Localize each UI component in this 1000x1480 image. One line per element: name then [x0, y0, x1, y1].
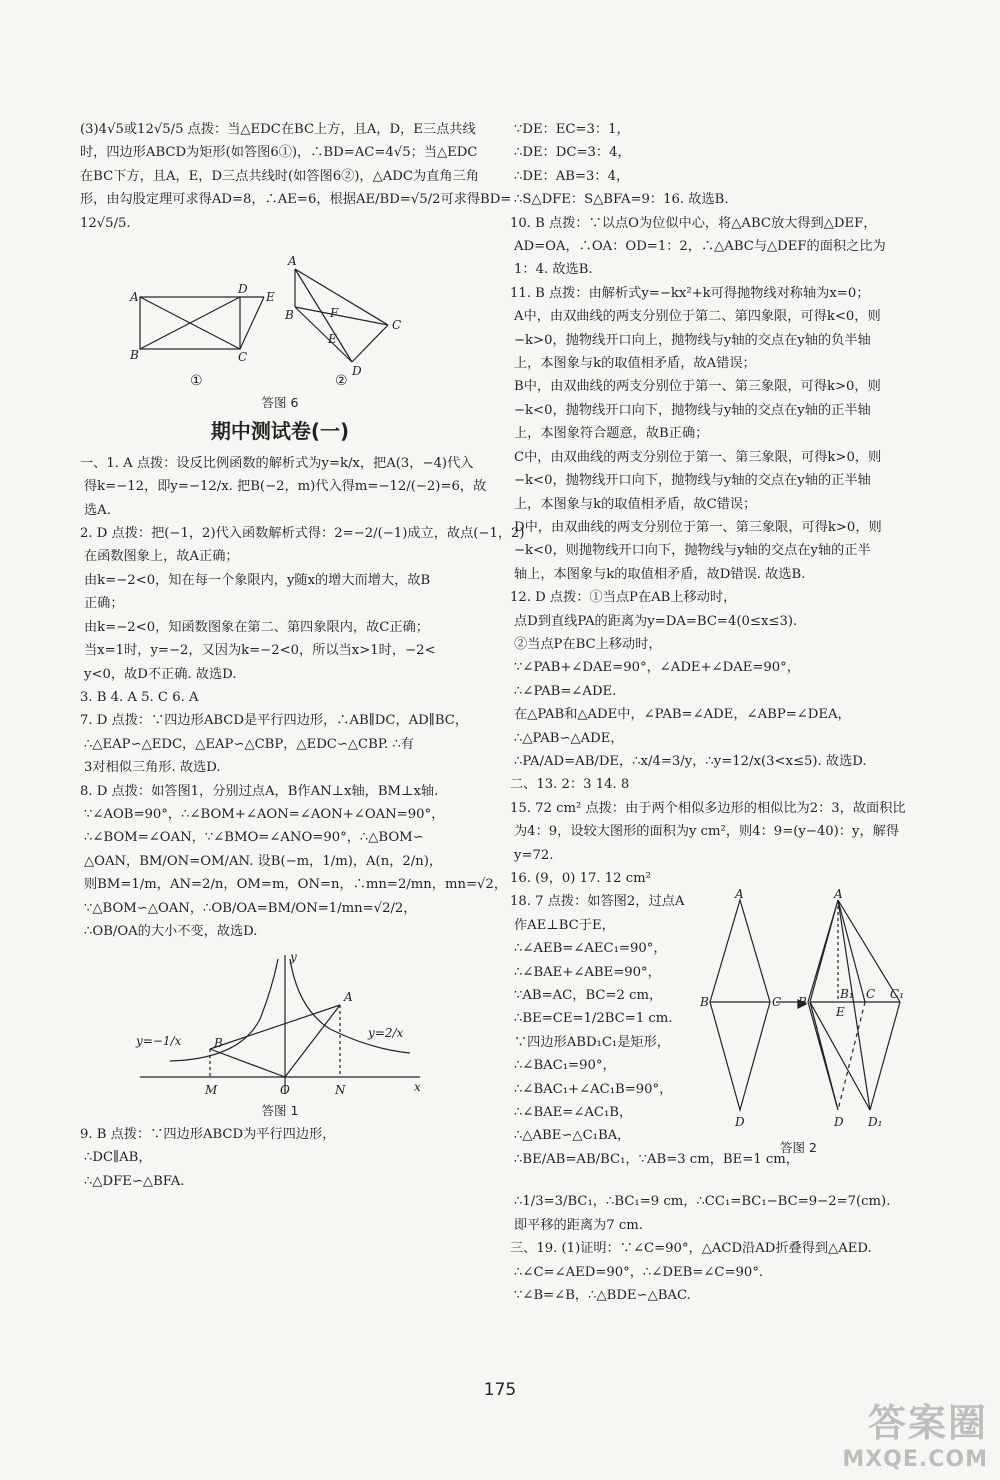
- text-line: 12√5/5.: [80, 215, 131, 231]
- text-line: 点D到直线PA的距离为y=DA=BC=4(0≤x≤3).: [514, 613, 798, 629]
- fig1-right-fn: y=2/x: [368, 1026, 404, 1041]
- text-line: ∴△DFE∽△BFA.: [84, 1173, 185, 1189]
- text-line: 8. D 点拨：如答图1，分别过点A，B作AN⊥x轴，BM⊥x轴.: [80, 783, 439, 799]
- text-line: 作AE⊥BC于E，: [514, 917, 615, 933]
- text-line: 3对相似三角形. 故选D.: [84, 760, 221, 776]
- watermark-logo: [842, 1392, 988, 1472]
- text-line: ∴OB/OA的大小不变，故选D.: [84, 923, 258, 939]
- fig1-label-N: N: [335, 1083, 346, 1098]
- fig6-label-A2: A: [288, 254, 297, 269]
- figure-6: [130, 247, 430, 390]
- fig6-label-C2: C: [392, 318, 402, 333]
- text-line: ∴DE：DC=3：4，: [514, 145, 631, 161]
- text-line: (3)4√5或12√5/5 点拨：当△EDC在BC上方，且A，D，E三点共线: [80, 122, 476, 137]
- fig1-label-y: y: [290, 950, 297, 965]
- figure-2: [700, 887, 910, 1160]
- question-18-text: [510, 890, 799, 1171]
- text-line: 18. 7 点拨：如答图2，过点A: [510, 894, 685, 910]
- fig1-label-O: O: [280, 1083, 290, 1098]
- fig6-label-C: C: [238, 350, 248, 365]
- text-line: ∴△EAP∽△EDC，△EAP∽△CBP，△EDC∽△CBP. ∴有: [84, 736, 414, 752]
- text-line: ∴∠BOM=∠OAN，∵∠BMO=∠ANO=90°，∴△BOM∽: [84, 830, 424, 846]
- text-line: 3. B 4. A 5. C 6. A: [80, 689, 199, 705]
- text-line: 在△PAB和△ADE中，∠PAB=∠ADE，∠ABP=∠DEA，: [514, 707, 851, 723]
- fig1-left-fn: y=−1/x: [136, 1034, 182, 1049]
- text-line: △OAN，BM/ON=OM/AN. 设B(−m，1/m)，A(n，2/n)，: [84, 853, 443, 869]
- fig1-label-M: M: [205, 1083, 218, 1098]
- text-line: −k>0，抛物线开口向上，抛物线与y轴的交点在y轴的负半轴: [514, 332, 871, 348]
- text-line: 上，本图象符合题意，故B正确；: [514, 426, 709, 442]
- text-line: −k<0，抛物线开口向下，抛物线与y轴的交点在y轴的正半轴: [514, 473, 871, 489]
- text-line: 为4：9，设较大图形的面积为y cm²，则4：9=(y−40)：y，解得: [514, 824, 900, 840]
- text-line: 一、1. A 点拨：设反比例函数的解析式为y=k/x，把A(3，−4)代入: [80, 455, 474, 471]
- fig1-label-B: B: [214, 1036, 223, 1051]
- text-line: ∴DE：AB=3：4，: [514, 168, 630, 184]
- text-line: 由k=−2<0，知在每一个象限内，y随x的增大而增大，故B: [84, 572, 431, 588]
- fig2-label-D2: D: [834, 1115, 844, 1130]
- figure-1: [130, 949, 430, 1099]
- text-line: y<0，故D不正确. 故选D.: [84, 666, 237, 682]
- fig2-label-C1: C₁: [890, 987, 904, 1002]
- text-line: 当x=1时，y=−2，又因为k=−2<0，所以当x>1时，−2<: [84, 643, 436, 659]
- text-line: ∴∠BAE=∠AC₁B，: [514, 1105, 633, 1121]
- text-line: ∵△BOM∽△OAN，∴OB/OA=BM/ON=1/mn=√2/2，: [84, 900, 417, 916]
- text-line: 三、19. (1)证明：∵∠C=90°，△ACD沿AD折叠得到△AED.: [510, 1241, 872, 1257]
- fig2-label-A2: A: [834, 887, 843, 902]
- text-line: 10. B 点拨：∵以点O为位似中心，将△ABC放大得到△DEF，: [510, 215, 877, 231]
- text-line: ∴∠BAC₁+∠AC₁B=90°，: [514, 1081, 673, 1097]
- text-line: 即平移的距离为7 cm.: [514, 1217, 643, 1233]
- text-line: ∴BE/AB=AB/BC₁，∵AB=3 cm，BE=1 cm，: [514, 1151, 799, 1167]
- text-line: 11. B 点拨：由解析式y=−kx²+k可得抛物线对称轴为x=0；: [510, 285, 870, 301]
- text-line: 则BM=1/m，AN=2/n，OM=m，ON=n，∴mn=2/mn，mn=√2，: [84, 877, 508, 893]
- fig6-label-A: A: [130, 290, 139, 305]
- text-line: 得k=−12，即y=−12/x. 把B(−2，m)代入得m=−12/(−2)=6，故: [84, 479, 487, 495]
- text-line: ∴∠BAC₁=90°，: [514, 1058, 616, 1074]
- figure-2-caption: 答图 2: [780, 1140, 817, 1156]
- fig6-label-B: B: [130, 348, 139, 363]
- text-line: 1：4. 故选B.: [514, 262, 593, 278]
- text-line: ②当点P在BC上移动时，: [514, 636, 662, 652]
- fig6-sub2: ②: [335, 373, 348, 390]
- text-line: −k<0，则抛物线开口向下，抛物线与y轴的交点在y轴的正半: [514, 543, 871, 559]
- text-line: 二、13. 2：3 14. 8: [510, 777, 630, 793]
- text-line: 12. D 点拨：①当点P在AB上移动时，: [510, 590, 737, 606]
- text-line: 7. D 点拨：∵四边形ABCD是平行四边形，∴AB∥DC，AD∥BC，: [80, 713, 469, 729]
- fig6-label-E: E: [266, 290, 275, 305]
- text-line: ∴S△DFE：S△BFA=9：16. 故选B.: [514, 192, 729, 208]
- fig2-label-E: E: [836, 1005, 845, 1020]
- text-line: 时，四边形ABCD为矩形(如答图6①)，∴BD=AC=4√5；当△EDC: [80, 145, 478, 161]
- text-line: 在函数图象上，故A正确；: [84, 549, 239, 565]
- fig6-sub1: ①: [190, 373, 203, 390]
- fig2-label-C2: C: [866, 987, 876, 1002]
- figure-1-caption: 答图 1: [261, 1103, 299, 1119]
- text-line: A中，由双曲线的两支分别位于第二、第四象限，可得k<0，则: [514, 309, 881, 325]
- fig1-label-x: x: [414, 1080, 421, 1095]
- text-line: C中，由双曲线的两支分别位于第一、第三象限，可得k>0，则: [514, 449, 882, 465]
- question-18-block: [510, 887, 910, 1190]
- text-line: y=72.: [514, 847, 554, 863]
- text-line: 轴上，本图象与k的取值相矛盾，故D错误. 故选B.: [514, 566, 806, 582]
- text-line: ∵∠AOB=90°，∴∠BOM+∠AON=∠AON+∠OAN=90°，: [84, 806, 445, 822]
- fig2-label-B1: B₁: [840, 987, 854, 1002]
- text-line: 上，本图象与k的取值相矛盾，故A错误；: [514, 356, 756, 372]
- right-column: [510, 118, 910, 1307]
- fig6-label-D2: D: [352, 364, 362, 379]
- page-number: 175: [483, 1380, 517, 1400]
- text-line: 形，由勾股定理可求得AD=8，∴AE=6，根据AE/BD=√5/2可求得BD=: [80, 192, 512, 208]
- text-line: 上，本图象与k的取值相矛盾，故C错误；: [514, 496, 757, 512]
- text-line: 2. D 点拨：把(−1，2)代入函数解析式得：2=−2/(−1)成立，故点(−1，2): [80, 526, 525, 542]
- text-line: −k<0，抛物线开口向下，抛物线与y轴的交点在y轴的正半轴: [514, 402, 871, 418]
- text-line: ∴△PAB∽△ADE，: [514, 730, 624, 746]
- fig2-label-D: D: [735, 1115, 745, 1130]
- text-line: ∵∠B=∠B，∴△BDE∽△BAC.: [514, 1288, 691, 1304]
- text-line: ∴∠BAE+∠ABE=90°，: [514, 964, 661, 980]
- text-line: D中，由双曲线的两支分别位于第一、第三象限，可得k>0，则: [514, 519, 882, 535]
- text-line: ∵∠PAB+∠DAE=90°，∠ADE+∠DAE=90°，: [514, 660, 800, 676]
- watermark-line-2: MXQE.COM: [842, 1447, 988, 1472]
- text-line: 选A.: [84, 502, 111, 518]
- text-line: B中，由双曲线的两支分别位于第一、第三象限，可得k>0，则: [514, 379, 881, 395]
- text-line: ∴△ABE∽△C₁BA，: [514, 1128, 631, 1144]
- text-line: 9. B 点拨：∵四边形ABCD为平行四边形，: [80, 1126, 336, 1142]
- text-line: 由k=−2<0，知函数图象在第二、第四象限内，故C正确；: [84, 619, 429, 635]
- text-line: 在BC下方，且A，E，D三点共线时(如答图6②)，△ADC为直角三角: [80, 168, 479, 184]
- text-line: 16. (9，0) 17. 12 cm²: [510, 871, 651, 886]
- text-line: ∴∠AEB=∠AEC₁=90°，: [514, 941, 667, 957]
- text-line: AD=OA，∴OA：OD=1：2，∴△ABC与△DEF的面积之比为: [514, 239, 886, 255]
- text-line: ∴DC∥AB，: [84, 1150, 152, 1166]
- fig6-label-E2: E: [328, 332, 337, 347]
- fig1-label-A: A: [344, 990, 353, 1005]
- fig2-label-B2: B: [798, 995, 807, 1010]
- fig6-label-D: D: [238, 282, 248, 297]
- section-title: 期中测试卷(一): [210, 419, 350, 444]
- figure-6-caption: 答图 6: [261, 395, 299, 411]
- text-line: ∴PA/AD=AB/DE，∴x/4=3/y，∴y=12/x(3<x≤5). 故选D.: [514, 753, 867, 769]
- text-line: ∵AB=AC，BC=2 cm，: [514, 988, 663, 1004]
- text-line: ∴1/3=3/BC₁，∴BC₁=9 cm，∴CC₁=BC₁−BC=9−2=7(cm).: [514, 1194, 891, 1210]
- fig2-label-A: A: [735, 887, 744, 902]
- text-line: ∵四边形ABD₁C₁是矩形，: [514, 1034, 670, 1050]
- text-line: ∵DE：EC=3：1，: [514, 122, 630, 137]
- text-line: ∴BE=CE=1/2BC=1 cm.: [514, 1011, 673, 1027]
- fig2-label-C: C: [772, 995, 782, 1010]
- text-line: ∴∠C=∠AED=90°，∴∠DEB=∠C=90°.: [514, 1264, 764, 1280]
- fig6-label-B2: B: [285, 308, 294, 323]
- left-column: [80, 118, 525, 1193]
- text-line: 正确；: [84, 596, 124, 612]
- text-line: ∴∠PAB=∠ADE.: [514, 683, 617, 699]
- fig2-label-B: B: [700, 995, 709, 1010]
- fig2-label-D1: D₁: [868, 1115, 883, 1130]
- fig6-label-F: F: [330, 306, 339, 321]
- text-line: 15. 72 cm² 点拨：由于两个相似多边形的相似比为2：3，故面积比: [510, 800, 906, 816]
- watermark-line-1: 答案圈: [867, 1401, 988, 1445]
